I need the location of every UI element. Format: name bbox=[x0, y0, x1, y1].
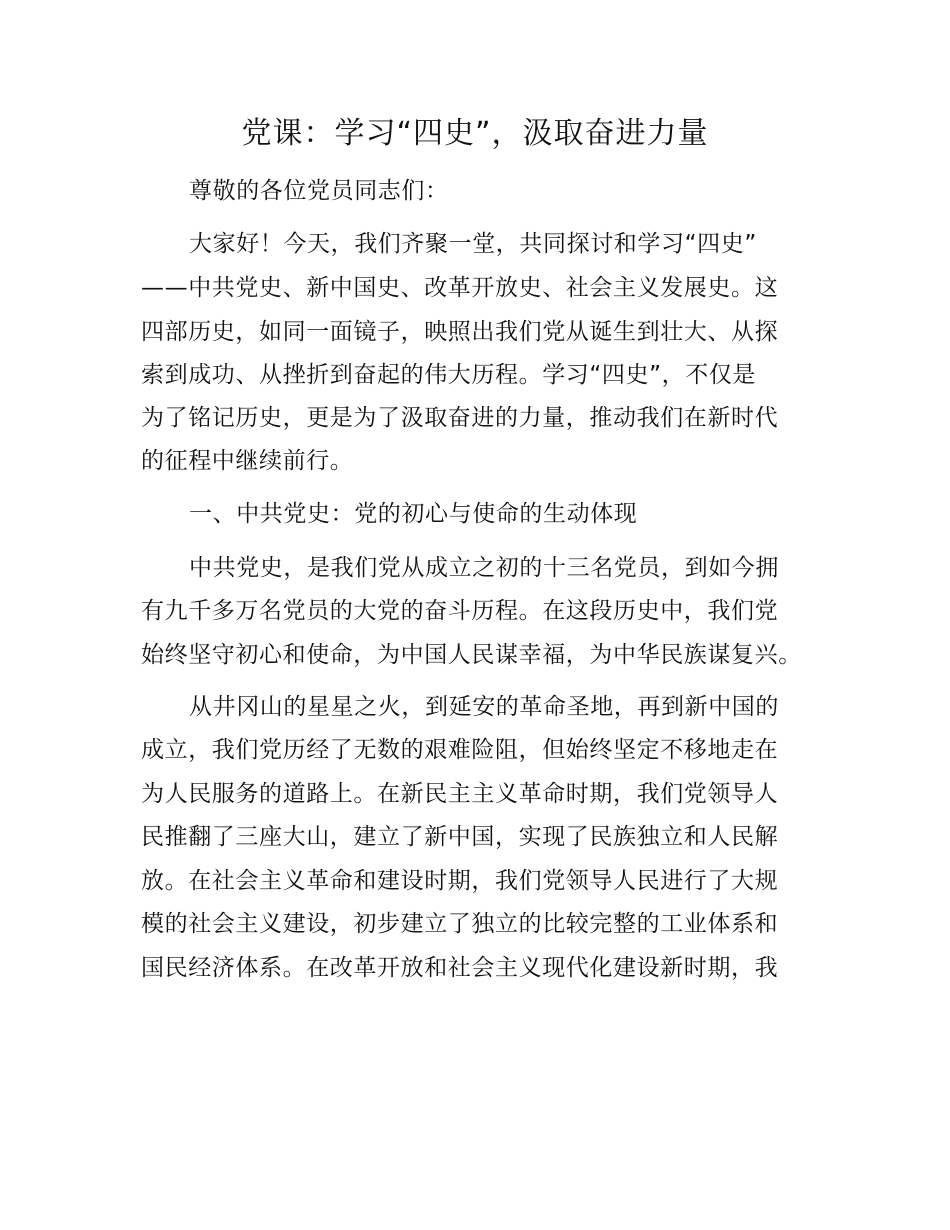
paragraph-line: 为人民服务的道路上。在新民主主义革命时期，我们党领导人 bbox=[141, 781, 779, 807]
paragraph-line: ——中共党史、新中国史、改革开放史、社会主义发展史。这 bbox=[141, 275, 779, 301]
paragraph-line: 始终坚守初心和使命，为中国人民谋幸福，为中华民族谋复兴。 bbox=[141, 642, 802, 668]
page-title: 党课：学习“四史”，汲取奋进力量 bbox=[241, 116, 709, 151]
paragraph-line: 有九千多万名党员的大党的奋斗历程。在这段历史中，我们党 bbox=[141, 598, 779, 624]
paragraph-line: 中共党史，是我们党从成立之初的十三名党员，到如今拥 bbox=[189, 555, 779, 581]
salutation: 尊敬的各位党员同志们： bbox=[189, 178, 449, 204]
paragraph-line: 四部历史，如同一面镜子，映照出我们党从诞生到壮大、从探 bbox=[141, 319, 779, 345]
paragraph-line: 放。在社会主义革命和建设时期，我们党领导人民进行了大规 bbox=[141, 868, 779, 894]
paragraph-line: 成立，我们党历经了无数的艰难险阻，但始终坚定不移地走在 bbox=[141, 737, 779, 763]
paragraph-line: 模的社会主义建设，初步建立了独立的比较完整的工业体系和 bbox=[141, 911, 779, 937]
paragraph-line: 索到成功、从挫折到奋起的伟大历程。学习“四史”，不仅是 bbox=[141, 362, 757, 388]
paragraph-line: 为了铭记历史，更是为了汲取奋进的力量，推动我们在新时代 bbox=[141, 405, 779, 431]
paragraph-line: 国民经济体系。在改革开放和社会主义现代化建设新时期，我 bbox=[141, 955, 779, 981]
section-heading: 一、中共党史：党的初心与使命的生动体现 bbox=[189, 501, 638, 527]
paragraph-line: 民推翻了三座大山，建立了新中国，实现了民族独立和人民解 bbox=[141, 824, 779, 850]
paragraph-line: 的征程中继续前行。 bbox=[141, 448, 354, 474]
paragraph-line: 从井冈山的星星之火，到延安的革命圣地，再到新中国的 bbox=[189, 694, 779, 720]
paragraph-line: 大家好！今天，我们齐聚一堂，共同探讨和学习“四史” bbox=[189, 231, 757, 257]
